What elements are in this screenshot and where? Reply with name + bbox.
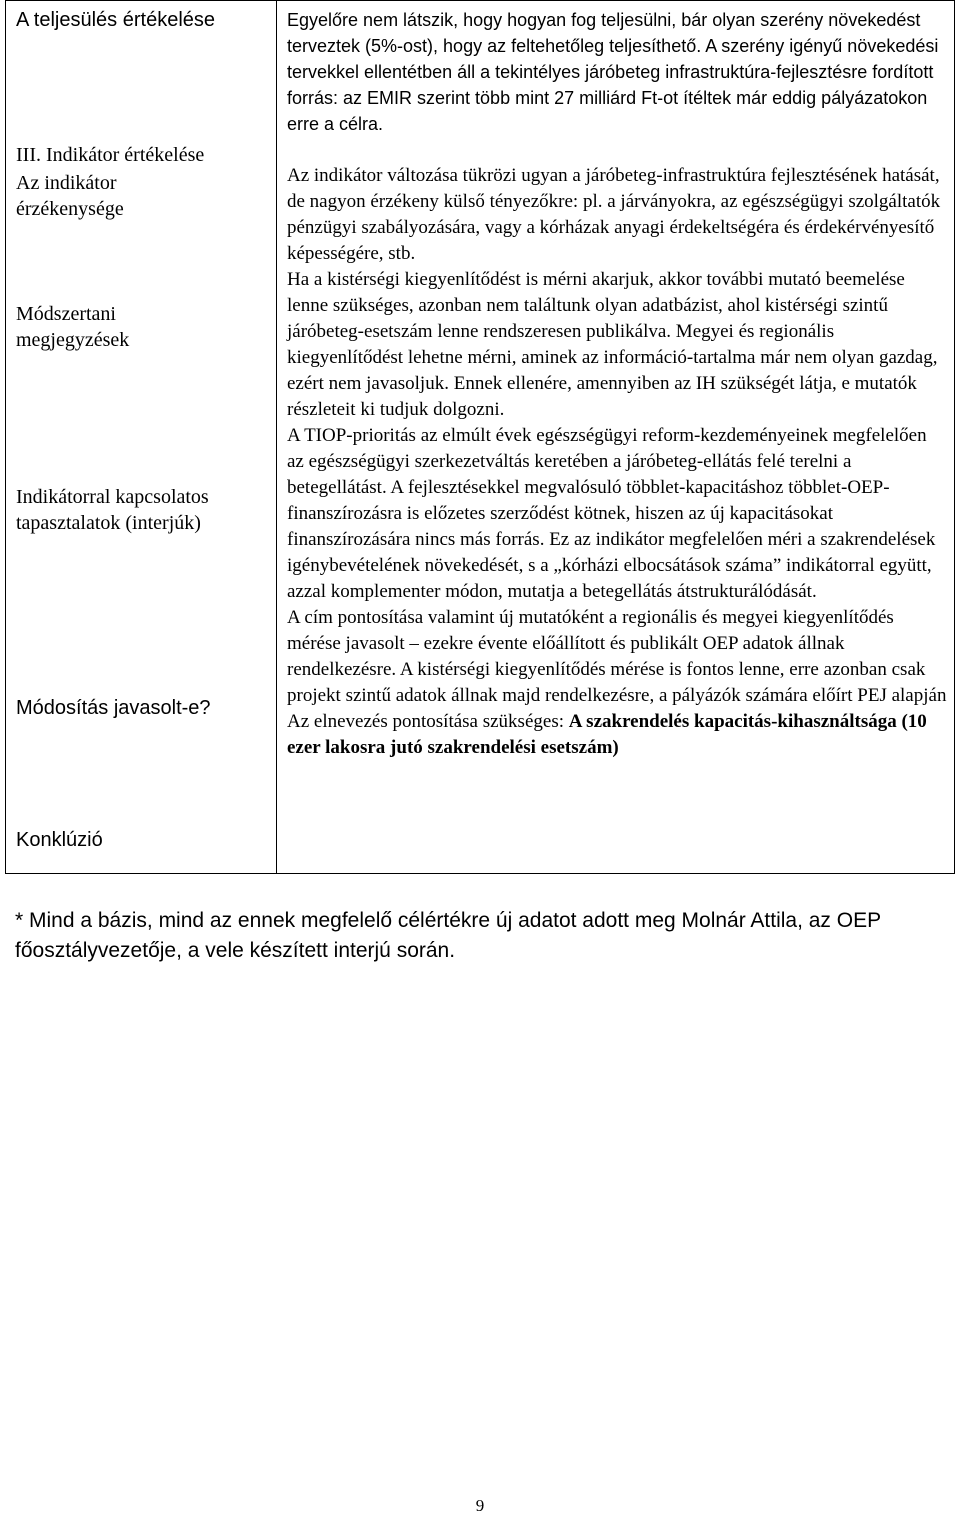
konkluzio-prefix: Az elnevezés pontosítása szükséges: [287, 711, 569, 732]
page-number: 9 [475, 1496, 485, 1515]
text-erzekenyseg: Az indikátor változása tükrözi ugyan a járóbeteg-infrastruktúra fejlesztésének hatását, de nagyon érzékeny külső tényezőkre: pl. a járványokra, az egészségügyi szolgáltatók pénzügyi szabályozására, vagy a kórházak anyagi érdekeltségéra és érdekérvényesítő képességére, stb. [287, 165, 941, 264]
text-tapasztalatok: A TIOP-prioritás az elmúlt évek egészségügyi reform-kezdeményeinek megfelelően az egészségügyi szerkezetváltás keretében a járóbeteg-ellátás felé terelni a betegellátást. A fejlesztésekkel megvalósuló többlet-kapacitáshoz többlet-OEP-finanszírozásra is előzetes szerződést kötnek, hiszen az új kapacitásokat finanszírozására nincs más forrás. Ez az indikátor megfelelően méri a szakrendelések igénybevételének növekedését, s a „kórházi elbocsátások száma” indikátorral együtt, azzal komplementer módon, mutatja a betegellátás átstrukturálódását. [287, 425, 936, 602]
label-column [6, 1, 277, 874]
text-konkluzio [287, 709, 948, 761]
content-column [277, 1, 955, 874]
label-erzekenyseg: Az indikátor érzékenysége [16, 172, 124, 220]
evaluation-table [5, 0, 955, 874]
label-modositas: Módosítás javasolt-e? [16, 697, 211, 719]
label-tapasztalatok: Indikátorral kapcsolatos tapasztalatok (interjúk) [16, 486, 209, 534]
text-teljesules: Egyelőre nem látszik, hogy hogyan fog teljesülni, bár olyan szerény növekedést terveztek (5%-ost), hogy az feltehetőleg teljesíthető. A szerény igényű növekedési tervekkel ellentétben áll a tekintélyes járóbeteg infrastruktúra-fejlesztésre fordított forrás: az EMIR szerint több mint 27 milliárd Ft-ot ítéltek már eddig pályázatokon erre a célra. [287, 10, 939, 134]
konkluzio-bold: A szakrendelés kapacitás-kihasználtsága (10 ezer lakosra jutó szakrendelési esetszám) [287, 711, 927, 758]
label-teljesules: A teljesülés értékelése [16, 9, 216, 31]
label-modszertani: Módszertani megjegyzések [16, 303, 130, 351]
label-indikator-heading [16, 142, 204, 168]
label-konkluzio: Konklúzió [16, 829, 103, 851]
text-modszertani: Ha a kistérségi kiegyenlítődést is mérni akarjuk, akkor további mutató beemelése lenne szükséges, azonban nem találtunk olyan adatbázist, ahol kistérségi szintű járóbeteg-esetszám lenne rendszeresen publikálva. Megyei és regionális kiegyenlítődést lehetne mérni, aminek az információ-tartalma már nem olyan gazdag, ezért nem javasoljuk. Ennek ellenére, amennyiben az IH szükségét látja, e mutatók részleteit ki tudjuk dolgozni. [287, 269, 938, 420]
label-indikator-heading-text: III. Indikátor értékelése [16, 144, 205, 166]
text-modositas: A cím pontosítása valamint új mutatóként a regionális és megyei kiegyenlítődés mérése javasolt – ezekre évente előállított és publikált OEP adatok állnak rendelkezésre. A kistérségi kiegyenlítődés mérése is fontos lenne, erre azonban csak projekt szintű adatok állnak majd rendelkezésre, a pályázók számára előírt PEJ alapján [287, 607, 947, 706]
footnote: * Mind a bázis, mind az ennek megfelelő célértékre új adatot adott meg Molnár Attila, az OEP főosztályvezetője, a vele készített interjú során. [15, 909, 881, 962]
